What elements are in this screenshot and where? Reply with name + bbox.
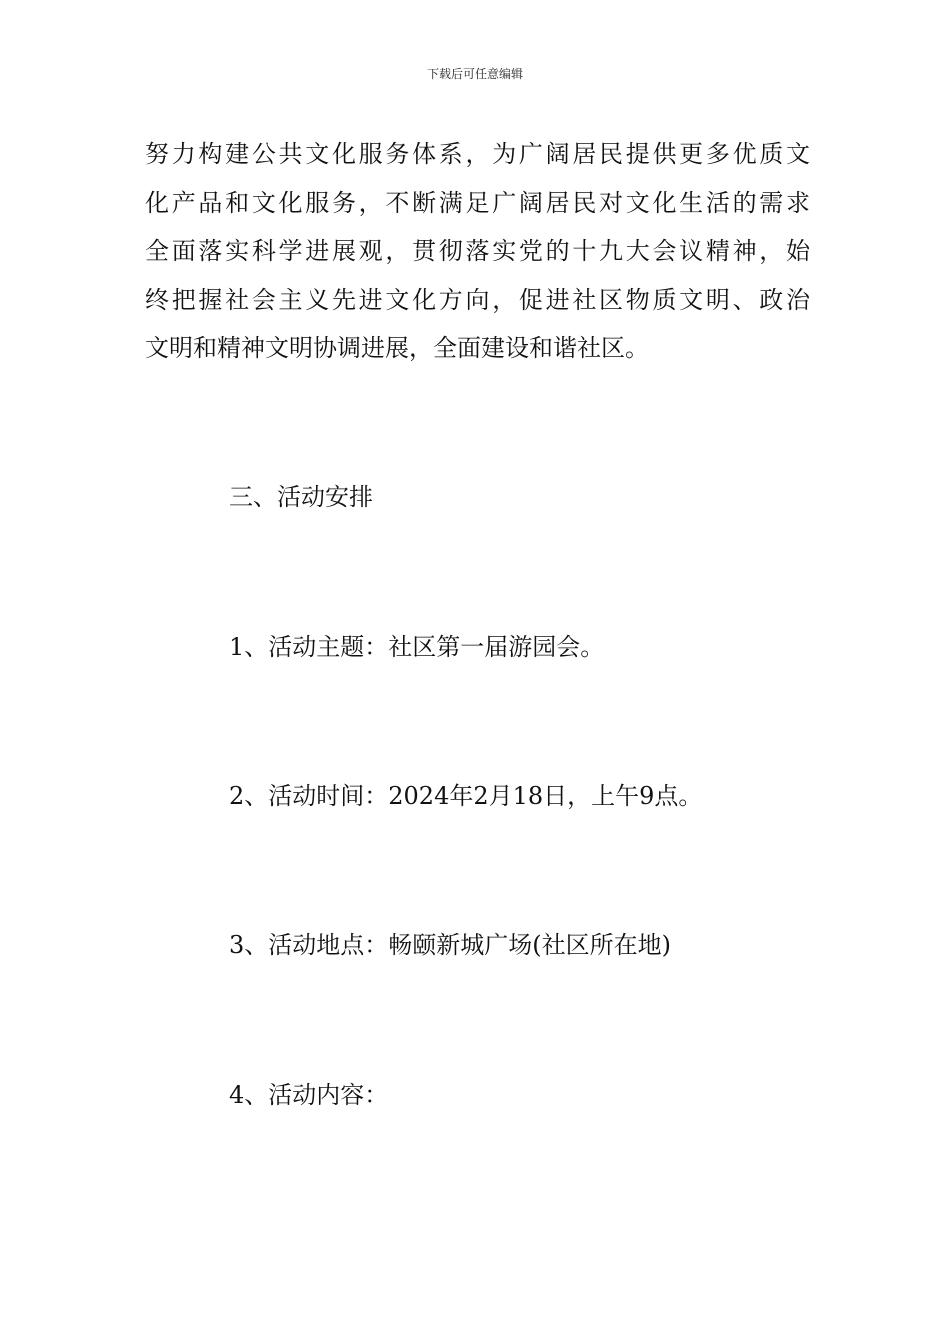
body-paragraph: [145, 130, 810, 373]
paragraph-line: 努力构建公共文化服务体系，为广阔居民提供更多优质文: [145, 140, 810, 168]
activity-theme-item: 1、活动主题：社区第一届游园会。: [229, 633, 605, 661]
paragraph-line: 终把握社会主义先进文化方向，促进社区物质文明、政治: [145, 285, 810, 314]
activity-location-item: 3、活动地点：畅颐新城广场(社区所在地): [229, 931, 671, 959]
activity-time-item: 2、活动时间：2024年2月18日，上午9点。: [229, 782, 703, 810]
paragraph-line: 全面落实科学进展观，贯彻落实党的十九大会议精神，始: [145, 237, 810, 265]
activity-content-item: 4、活动内容：: [229, 1081, 389, 1109]
paragraph-line: 化产品和文化服务，不断满足广阔居民对文化生活的需求: [145, 188, 810, 217]
page-header: 下载后可任意编辑: [426, 67, 523, 81]
section-heading: 三、活动安排: [229, 483, 373, 511]
paragraph-line: 文明和精神文明协调进展，全面建设和谐社区。: [145, 334, 649, 362]
